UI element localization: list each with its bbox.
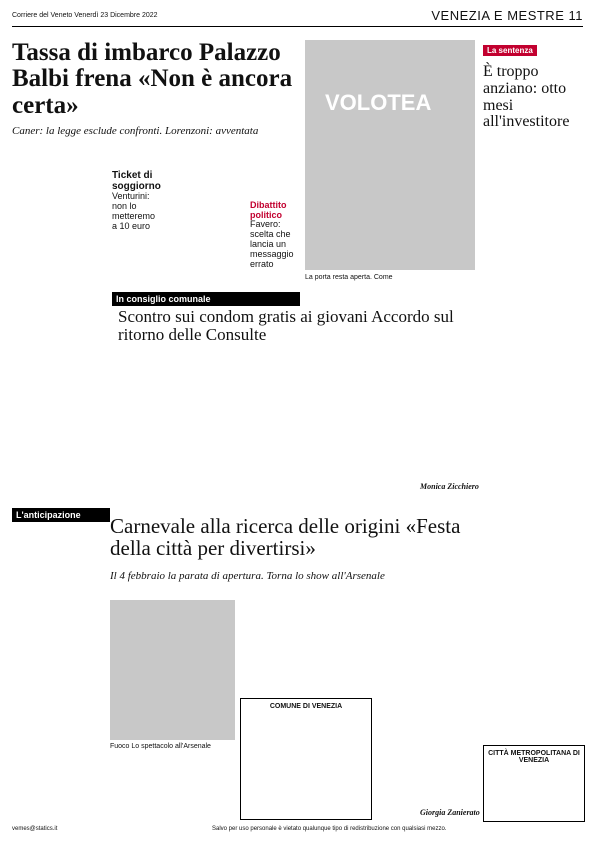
public-notice [240, 698, 372, 820]
page-number: 11 [568, 8, 583, 23]
council-headline: Scontro sui condom gratis ai giovani Accordo sul ritorno delle Consulte [118, 307, 454, 344]
issue-date: Corriere del Veneto Venerdì 23 Dicembre 2022 [12, 12, 158, 19]
debate-box-text: Favero: scelta che lancia un messaggio errato [250, 219, 294, 269]
council-byline: Monica Zicchiero [420, 482, 479, 491]
section-name: VENEZIA E MESTRE [431, 8, 565, 23]
public-notice-2 [483, 745, 585, 822]
debate-box-title: Dibattito politico [250, 200, 287, 220]
carnival-photo-caption: Fuoco Lo spettacolo all'Arsenale [110, 743, 211, 750]
ticket-box-title: Ticket di soggiorno [112, 170, 161, 192]
photo-caption: La porta resta aperta. Come [305, 274, 393, 281]
sidebar-headline: È troppo anziano: otto mesi all'investitore [483, 63, 570, 131]
carnival-section-label: L'anticipazione [12, 508, 110, 522]
council-section-label: In consiglio comunale [112, 292, 300, 306]
footer-disclaimer: Salvo per uso personale è vietato qualunque tipo di redistribuzione con qualsiasi mezzo. [212, 826, 447, 832]
photo-brand: VOLOTEA [325, 90, 432, 115]
carnival-photo [110, 600, 235, 740]
carnival-byline: Giorgia Zanierato [420, 808, 480, 817]
masthead [12, 8, 583, 27]
lead-headline: Tassa di imbarco Palazzo Balbi frena «Non è ancora certa» [12, 39, 293, 119]
debate-box [250, 200, 300, 269]
footer-email: vemes@statics.it [12, 826, 58, 832]
notice-title: COMUNE DI VENEZIA [269, 703, 343, 710]
carnival-subhead: Il 4 febbraio la parata di apertura. Torna lo show all'Arsenale [110, 570, 385, 582]
ticket-box-text: Venturini: non lo metteremo a 10 euro [112, 191, 156, 231]
notice2-title: CITTÀ METROPOLITANA DI VENEZIA [488, 750, 580, 764]
sidebar-kicker: La sentenza [483, 45, 537, 56]
airline-photo [305, 40, 475, 270]
lead-subhead: Caner: la legge esclude confronti. Lorenzoni: avventata [12, 124, 259, 137]
sidebar-story [483, 40, 583, 131]
lead-story [12, 40, 297, 137]
ticket-box [112, 170, 162, 232]
section-title [431, 8, 583, 23]
carnival-headline: Carnevale alla ricerca delle origini «Festa della città per divertirsi» [110, 514, 461, 561]
